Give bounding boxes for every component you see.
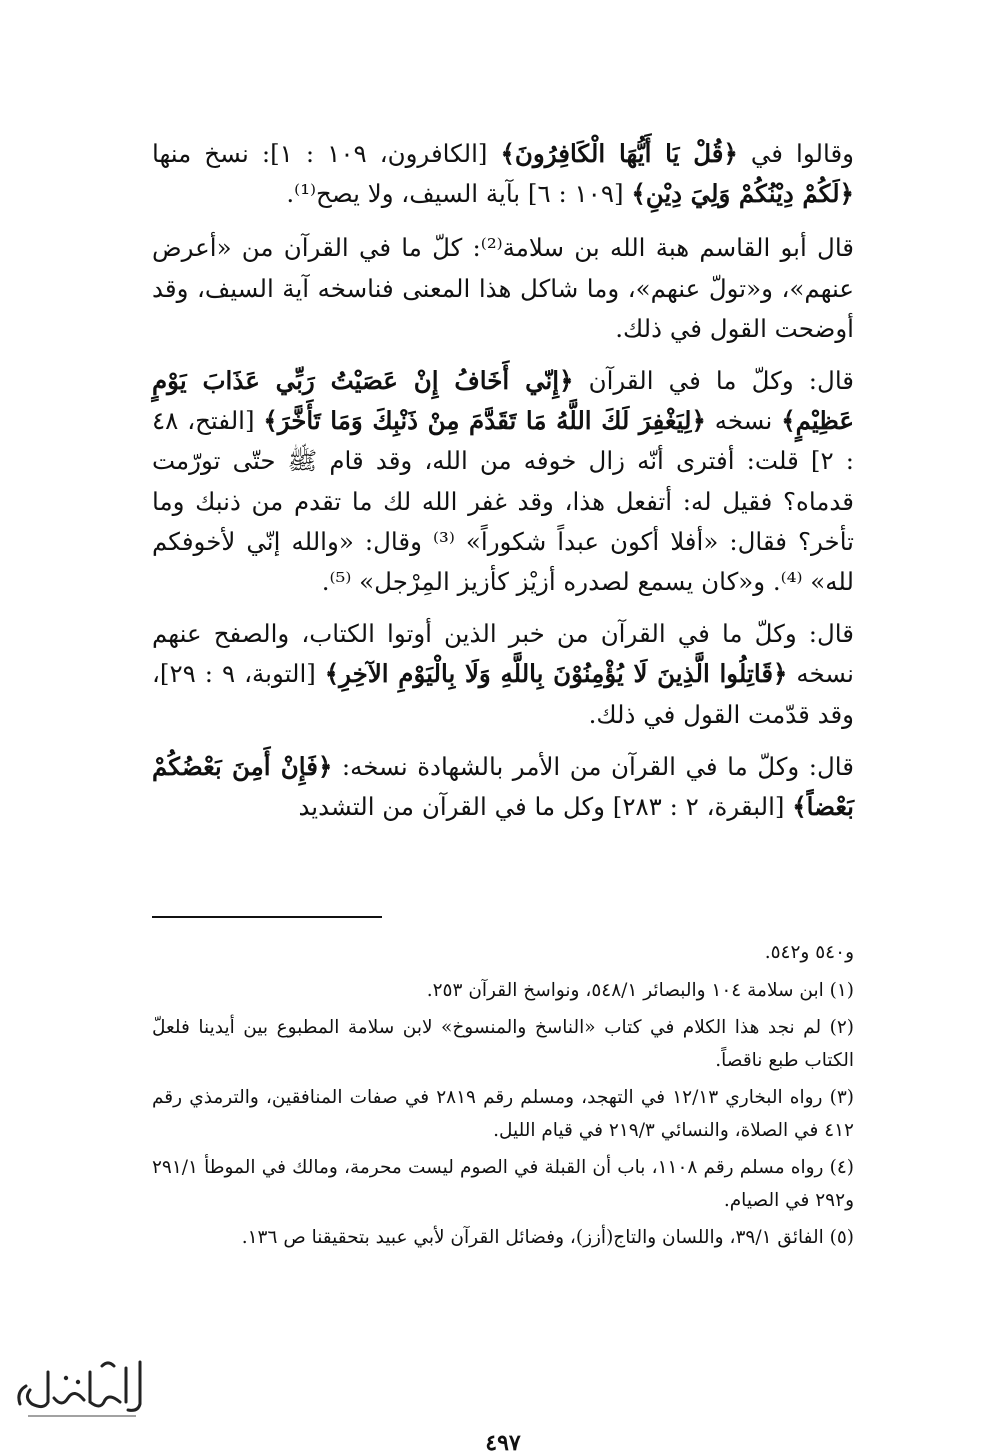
- footnote-1: (١) ابن سلامة ١٠٤ والبصائر ٥٤٨/١، ونواسخ القرآن ٢٥٣.: [426, 980, 854, 1001]
- paragraph-text: [البقرة، ٢ : ٢٨٣] وكل ما في القرآن من التشديد: [298, 792, 793, 822]
- paragraph-text: [الفتح، ٤٨ : ٢] قلت: أفترى أنّه زال خوفه من الله، وقد قام ﷺ حتّى تورّمت قدماه؟ فقيل له: أتفعل هذا، وقد غفر الله لك ما تقدم من ذنبك وما تأخر؟ فقال: «أفلا أكون عبداً شكوراً» ⁽³⁾ وقال: «والله إنّي لأخوفكم لله» ⁽⁴⁾. و«كان يسمع لصدره أزيْز كأزيز المِرْجل» ⁽⁵⁾.: [152, 406, 855, 597]
- footnote-3: (٣) رواه البخاري ١٢/١٣ في التهجد، ومسلم رقم ٢٨١٩ في صفات المنافقين، والترمذي رقم ٤١٢ في الصلاة، والنسائي ٢١٩/٣ في قيام الليل.: [152, 1087, 854, 1141]
- watermark-logo: [8, 1352, 158, 1422]
- quran-verse: ﴿فَإِنْ أَمِنَ بَعْضُكُمْ بَعْضاً﴾: [152, 751, 854, 822]
- quran-verse: ﴿إِنّي أَخَافُ إِنْ عَصَيْتُ رَبِّي عَذَابَ يَوْمٍ عَظِيْمٍ﴾: [152, 366, 855, 436]
- footnotes: [152, 938, 854, 1258]
- paragraph-1: [152, 134, 854, 214]
- paragraph-text: وقالوا في: [737, 139, 854, 168]
- paragraph-text: نسخه: [705, 406, 782, 436]
- footnote-4: (٤) رواه مسلم رقم ١١٠٨، باب أن القبلة في الصوم ليست محرمة، ومالك في الموطأ ٢٩١/١ و٢٩٢ في الصيام.: [152, 1157, 854, 1211]
- paragraph-3: [152, 361, 854, 602]
- paragraph-text: قال أبو القاسم هبة الله بن سلامة⁽²⁾: كلّ ما في القرآن من «أعرض عنهم»، و«تولّ عنهم»، وما شاكل هذا المعنى فناسخه آية السيف، وقد أوضحت القول في ذلك.: [152, 233, 855, 343]
- page-number: ٤٩٧: [485, 1430, 521, 1456]
- paragraph-text: [الكافرون، ١٠٩ : ١]: نسخ منها: [152, 139, 501, 168]
- footnote-continuation: و٥٤٠ و٥٤٢.: [764, 942, 854, 963]
- paragraph-text: [التوبة، ٩ : ٢٩]، وقد قدّمت القول في ذلك.: [152, 659, 854, 729]
- quran-verse: ﴿قُلْ يَا أَيُّهَا الْكَافِرُونَ﴾: [500, 139, 738, 168]
- paragraph-text: قال: وكلّ ما في القرآن من خبر الذين أوتوا الكتاب، والصفح عنهم نسخه: [152, 619, 854, 689]
- quran-verse: ﴿لِيَغْفِرَ لَكَ اللَّهُ مَا تَقَدَّمَ مِنْ ذَنْبِكَ وَمَا تَأَخَّرَ﴾: [263, 406, 706, 436]
- footnote-5: (٥) الفائق ٣٩/١، واللسان والتاج(أزز)، وفضائل القرآن لأبي عبيد بتحقيقنا ص ١٣٦.: [241, 1227, 854, 1248]
- paragraph-2: [152, 228, 854, 349]
- page-body: [152, 134, 855, 1456]
- paragraph-5: [152, 747, 854, 827]
- footnote-separator: [152, 916, 382, 918]
- footnote-2: (٢) لم نجد هذا الكلام في كتاب «الناسخ والمنسوخ» لابن سلامة المطبوع بين أيدينا فلعلّ الكتاب طبع ناقصاً.: [152, 1017, 854, 1071]
- quran-verse: ﴿قَاتِلُوا الَّذِينَ لَا يُؤْمِنُوْنَ بِاللَّهِ وَلَا بِالْيَوْمِ الآخِرِ﴾: [324, 659, 788, 689]
- paragraph-text: قال: وكلّ ما في القرآن من الأمر بالشهادة نسخه:: [332, 751, 854, 781]
- paragraph-text: [١٠٩ : ٦] بآية السيف، ولا يصح⁽¹⁾.: [286, 179, 632, 209]
- quran-verse: ﴿لَكُمْ دِيْنُكُمْ وَلِيَ دِيْنِ﴾: [631, 179, 854, 209]
- paragraph-4: [152, 614, 854, 735]
- paragraph-text: قال: وكلّ ما في القرآن: [573, 366, 854, 396]
